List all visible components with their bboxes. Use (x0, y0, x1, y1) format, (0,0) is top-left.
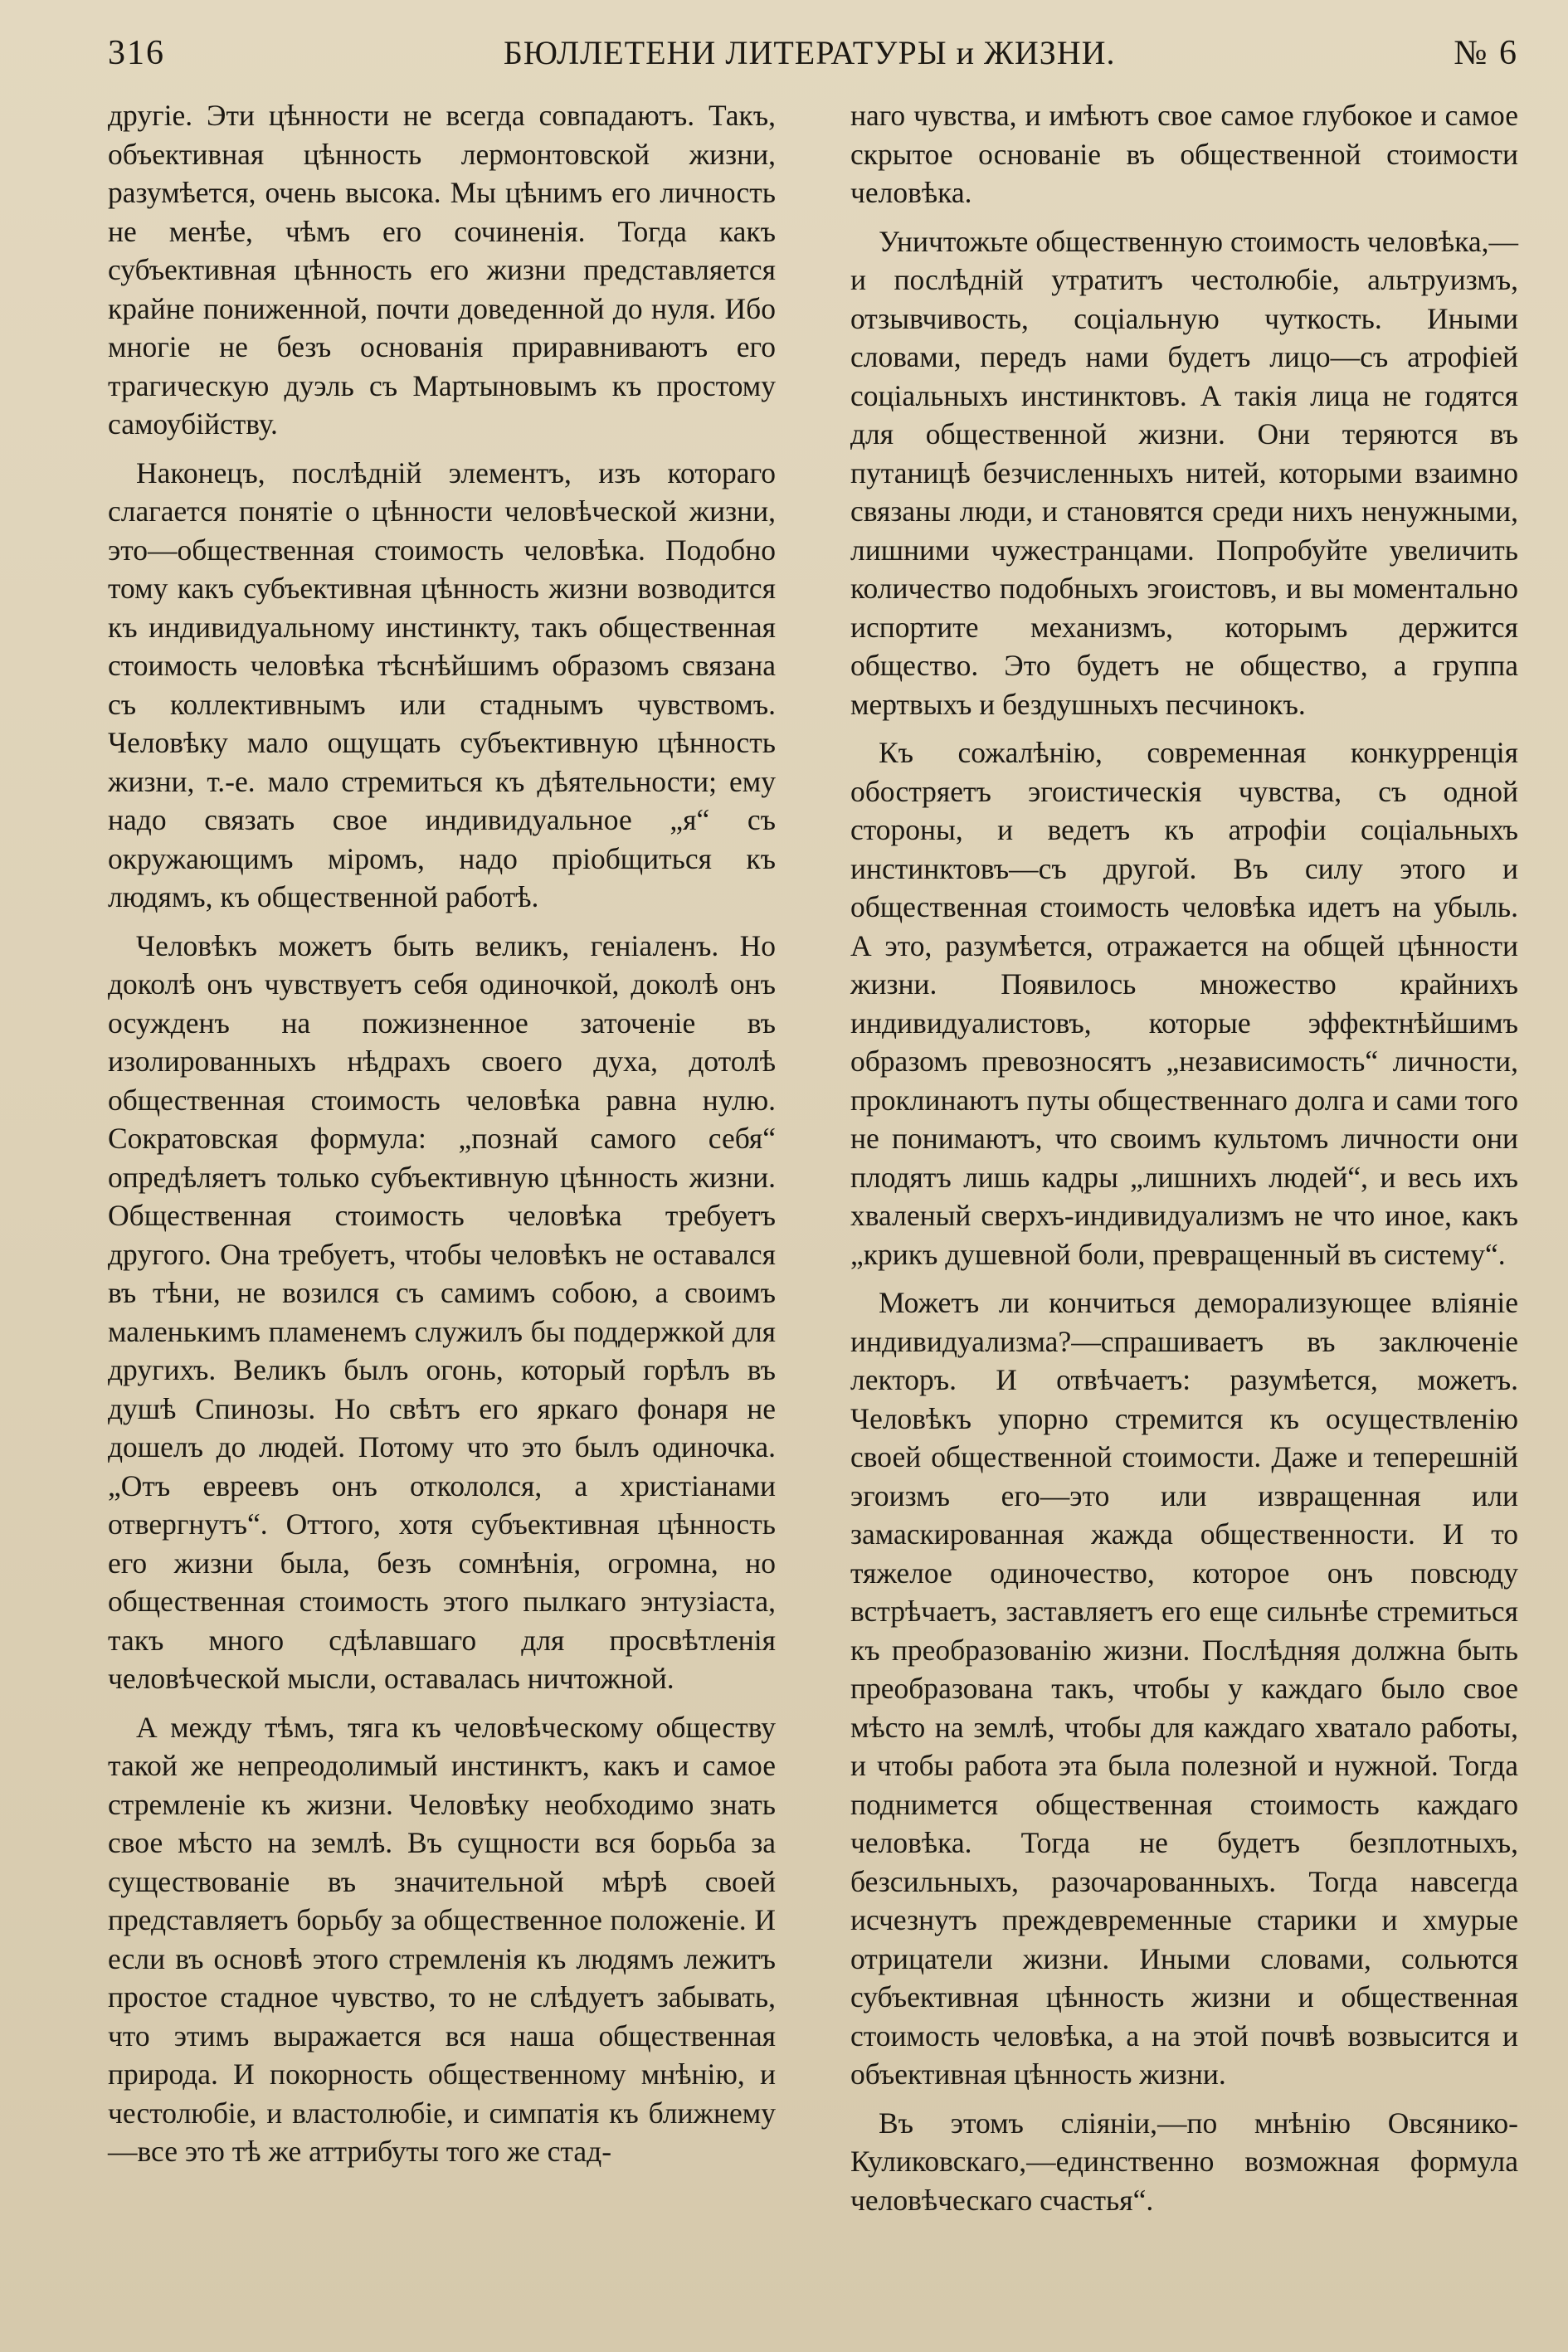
left-column (108, 96, 776, 2229)
page-number: 316 (108, 34, 165, 72)
issue-number: № 6 (1454, 34, 1518, 72)
page-header (108, 33, 1518, 86)
right-column (850, 96, 1518, 2229)
paragraph: Уничтожьте общественную стоимость человѣка,—и послѣдній утратитъ честолюбіе, альтруизмъ, отзывчивость, соціальную чуткость. Иными словами, передъ нами будетъ лицо—съ атрофіей соціальныхъ инстинктовъ. А такія лица не годятся для общественной жизни. Они теряются въ путаницѣ безчисленныхъ нитей, которыми взаимно связаны люди, и становятся среди нихъ ненужными, лишними чужестранцами. Попробуйте увеличить количество подобныхъ эгоистовъ, и вы моментально испортите механизмъ, которымъ держится общество. Это будетъ не общество, а группа мертвыхъ и бездушныхъ песчинокъ. (850, 224, 1518, 721)
paragraph: наго чувства, и имѣютъ свое самое глубокое и самое скрытое основаніе въ общественной стоимости человѣка. (850, 99, 1518, 209)
journal-title: БЮЛЛЕТЕНИ ЛИТЕРАТУРЫ и ЖИЗНИ. (503, 34, 1116, 71)
paragraph: Можетъ ли кончиться деморализующее вліяніе индивидуализма?—спрашиваетъ въ заключеніе лекторъ. И отвѣчаетъ: разумѣется, можетъ. Человѣкъ упорно стремится къ осуществленію своей общественной стоимости. Даже и теперешній эгоизмъ его—это или извращенная или замаскированная жажда общественности. И то тяжелое одиночество, которое онъ повсюду встрѣчаетъ, заставляетъ его еще сильнѣе стремиться къ преобразованію жизни. Послѣдняя должна быть преобразована такъ, чтобы у каждаго было свое мѣсто на землѣ, чтобы для каждаго хватало работы, и чтобы работа эта была полезной и нужной. Тогда поднимется общественная стоимость каждаго человѣка. Тогда не будетъ безплотныхъ, безсильныхъ, разочарованныхъ. Тогда навсегда исчезнутъ преждевременные старики и хмурые отрицатели жизни. Иными словами, сольются субъективная цѣнность жизни и общественная стоимость человѣка, а на этой почвѣ возвысится и объективная цѣнность жизни. (850, 1286, 1518, 2091)
paragraph: Къ сожалѣнію, современная конкурренція обостряетъ эгоистическія чувства, съ одной стороны, и ведетъ къ атрофіи соціальныхъ инстинктовъ—съ другой. Въ силу этого и общественная стоимость человѣка идетъ на убыль. А это, разумѣется, отражается на общей цѣнности жизни. Появилось множество крайнихъ индивидуалистовъ, которые эффектнѣйшимъ образомъ превозносятъ „независимость“ личности, проклинаютъ путы общественнаго долга и сами того не понимаютъ, что своимъ культомъ личности они плодятъ лишь кадры „лишнихъ людей“, и весь ихъ хваленый сверхъ-индивидуализмъ не что иное, какъ „крикъ душевной боли, превращенный въ систему“. (850, 736, 1518, 1271)
text-columns (108, 96, 1518, 2229)
paragraph: Въ этомъ сліяніи,—по мнѣнію Овсянико-Куликовскаго,—единственно возможная формула человѣческаго счастья“. (850, 2106, 1518, 2217)
paragraph: другіе. Эти цѣнности не всегда совпадаютъ. Такъ, объективная цѣнность лермонтовской жизни, разумѣется, очень высока. Мы цѣнимъ его личность не менѣе, чѣмъ его сочиненія. Тогда какъ субъективная цѣнность его жизни представляется крайне пониженной, почти доведенной до нуля. Ибо многіе не безъ основанія приравниваютъ его трагическую дуэль съ Мартыновымъ къ простому самоубійству. (108, 99, 776, 441)
paragraph: Человѣкъ можетъ быть великъ, геніаленъ. Но доколѣ онъ чувствуетъ себя одиночкой, доколѣ онъ осужденъ на пожизненное заточеніе въ изолированныхъ нѣдрахъ своего духа, дотолѣ общественная стоимость человѣка равна нулю. Сократовская формула: „познай самого себя“ опредѣляетъ только субъективную цѣнность жизни. Общественная стоимость человѣка требуетъ другого. Она требуетъ, чтобы человѣкъ не оставался въ тѣни, не возился съ самимъ собою, а своимъ маленькимъ пламенемъ служилъ бы поддержкой для другихъ. Великъ былъ огонь, который горѣлъ въ душѣ Спинозы. Но свѣтъ его яркаго фонаря не дошелъ до людей. Потому что это былъ одиночка. „Отъ евреевъ онъ откололся, а христіанами отвергнутъ“. Оттого, хотя субъективная цѣнность его жизни была, безъ сомнѣнія, огромна, но общественная стоимость этого пылкаго энтузіаста, такъ много сдѣлавшаго для просвѣтленія человѣческой мысли, оставалась ничтожной. (108, 928, 776, 1695)
paragraph: А между тѣмъ, тяга къ человѣческому обществу такой же непреодолимый инстинктъ, какъ и самое стремленіе къ жизни. Человѣку необходимо знать свое мѣсто на землѣ. Въ сущности вся борьба за существованіе въ значительной мѣрѣ своей представляетъ борьбу за общественное положеніе. И если въ основѣ этого стремленія къ людямъ лежитъ простое стадное чувство, то не слѣдуетъ забывать, что этимъ выражается вся наша общественная природа. И покорность общественному мнѣнію, и честолюбіе, и властолюбіе, и симпатія къ ближнему—все это тѣ же аттрибуты того же стад- (108, 1710, 776, 2168)
paragraph: Наконецъ, послѣдній элементъ, изъ котораго слагается понятіе о цѣнности человѣческой жизни, это—общественная стоимость человѣка. Подобно тому какъ субъективная цѣнность жизни возводится къ индивидуальному инстинкту, такъ общественная стоимость человѣка тѣснѣйшимъ образомъ связана съ коллективнымъ или стаднымъ чувствомъ. Человѣку мало ощущать субъективную цѣнность жизни, т.-е. мало стремиться къ дѣятельности; ему надо связать свое индивидуальное „я“ съ окружающимъ міромъ, надо пріобщиться къ людямъ, къ общественной работѣ. (108, 455, 776, 913)
